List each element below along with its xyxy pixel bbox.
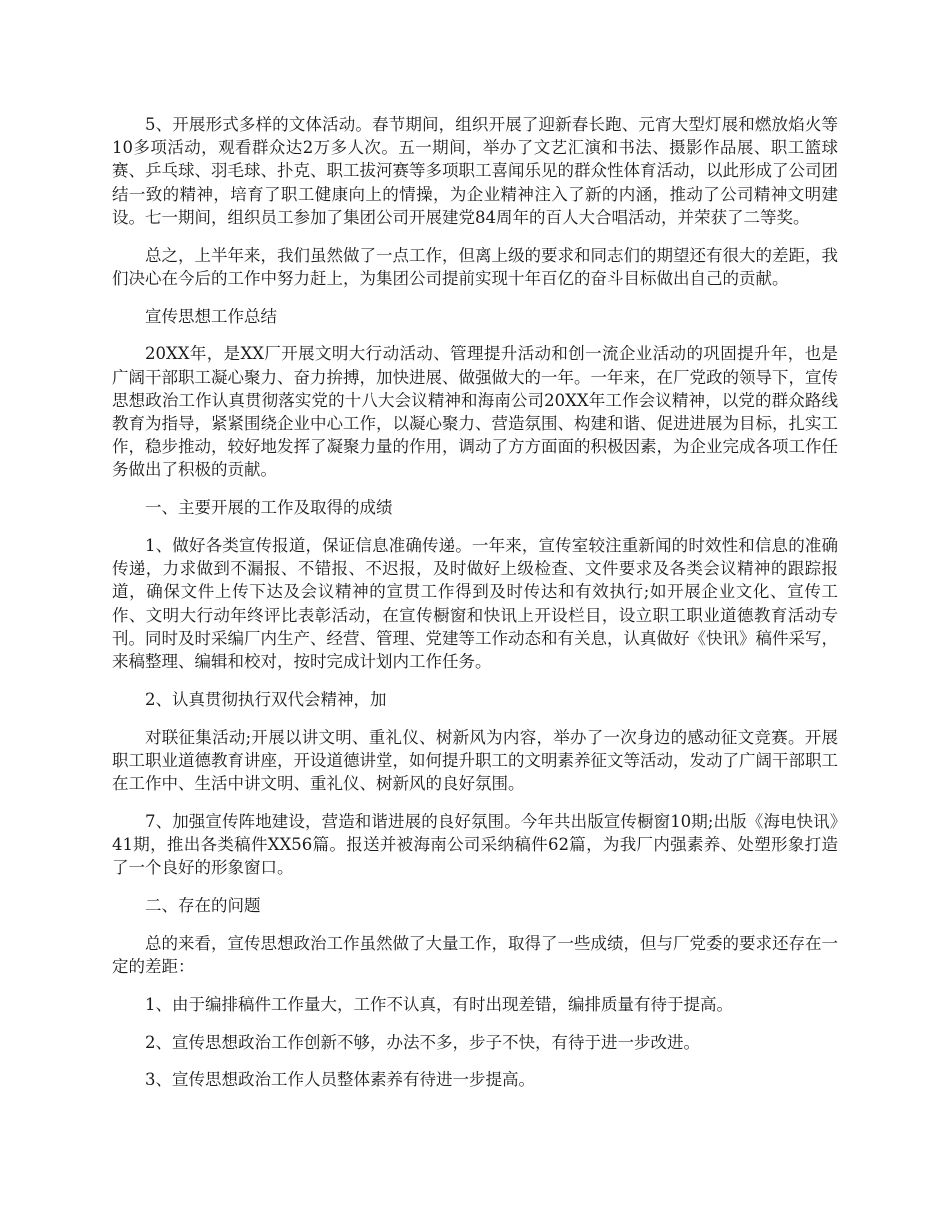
list-item-problem-1: 1、由于编排稿件工作量大，工作不认真，有时出现差错，编排质量有待于提高。 <box>145 994 733 1014</box>
paragraph-couplet-activities: 对联征集活动;开展以讲文明、重礼仪、树新风为内容，举办了一次身边的感动征文竞赛。开展职工职业道德教育讲座，开设道德讲堂，如何提升职工的文明素养征文等活动，发动了广阔干部职工在工作中、生活中讲文明、重礼仪、树新风的良好氛围。 <box>112 727 838 794</box>
paragraph-congress-spirit: 2、认真贯彻执行双代会精神，加 <box>145 689 387 709</box>
paragraph-problems-overview: 总的来看，宣传思想政治工作虽然做了大量工作，取得了一些成绩，但与厂党委的要求还存在一定的差距： <box>112 933 838 977</box>
heading-main-work-achievements: 一、主要开展的工作及取得的成绩 <box>145 498 393 518</box>
paragraph-year-overview: 20XX年，是XX厂开展文明大行动活动、管理提升活动和创一流企业活动的巩固提升年，也是广阔干部职工凝心聚力、奋力拚搏，加快进展、做强做大的一年。一年来，在厂党政的领导下，宣传思想政治工作认真贯彻落实党的十八大会议精神和海南公司20XX年工作会议精神，以党的群众路线教育为指导，紧紧围绕企业中心工作，以凝心聚力、营造氛围、构建和谐、促进进展为目标，扎实工作，稳步推动，较好地发挥了凝聚力量的作用，调动了方方面面的积极因素，为企业完成各项工作任务做出了积极的贡献。 <box>112 344 838 480</box>
list-item-problem-3: 3、宣传思想政治工作人员整体素养有待进一步提高。 <box>145 1070 535 1090</box>
paragraph-summary: 总之，上半年来，我们虽然做了一点工作，但离上级的要求和同志们的期望还有很大的差距，我们决心在今后的工作中努力赶上，为集团公司提前实现十年百亿的奋斗目标做出自己的贡献。 <box>112 245 838 288</box>
paragraph-news-reporting: 1、做好各类宣传报道，保证信息准确传递。一年来，宣传室较注重新闻的时效性和信息的准确传递，力求做到不漏报、不错报、不迟报，及时做好上级检查、文件要求及各类会议精神的跟踪报道，确保文件上传下达及会议精神的宣贯工作得到及时传达和有效执行;如开展企业文化、宣传工作、文明大行动年终评比表彰活动，在宣传橱窗和快讯上开设栏目，设立职工职业道德教育活动专刊。同时及时采编厂内生产、经营、管理、党建等工作动态和有关息，认真做好《快讯》稿件采写，来稿整理、编辑和校对，按时完成计划内工作任务。 <box>112 536 838 672</box>
paragraph-cultural-activities: 5、开展形式多样的文体活动。春节期间，组织开展了迎新春长跑、元宵大型灯展和燃放焰火等10多项活动，观看群众达2万多人次。五一期间，举办了文艺汇演和书法、摄影作品展、职工篮球赛、乒乓球、羽毛球、扑克、职工拔河赛等多项职工喜闻乐见的群众性体育活动，以此形成了公司团结一致的精神，培育了职工健康向上的情操，为企业精神注入了新的内涵，推动了公司精神文明建设。七一期间，组织员工参加了集团公司开展建党84周年的百人大合唱活动，并荣获了二等奖。 <box>112 115 838 227</box>
heading-existing-problems: 二、存在的问题 <box>145 896 261 916</box>
list-item-problem-2: 2、宣传思想政治工作创新不够，办法不多，步子不快，有待于进一步改进。 <box>145 1032 700 1052</box>
document-body <box>112 113 838 1106</box>
section-title-propaganda-summary: 宣传思想工作总结 <box>145 306 277 326</box>
paragraph-publicity-platform: 7、加强宣传阵地建设，营造和谐进展的良好氛围。今年共出版宣传橱窗10期;出版《海电快讯》41期，推出各类稿件XX56篇。报送并被海南公司采纳稿件62篇，为我厂内强素养、处塑形象打造了一个良好的形象窗口。 <box>112 811 838 878</box>
